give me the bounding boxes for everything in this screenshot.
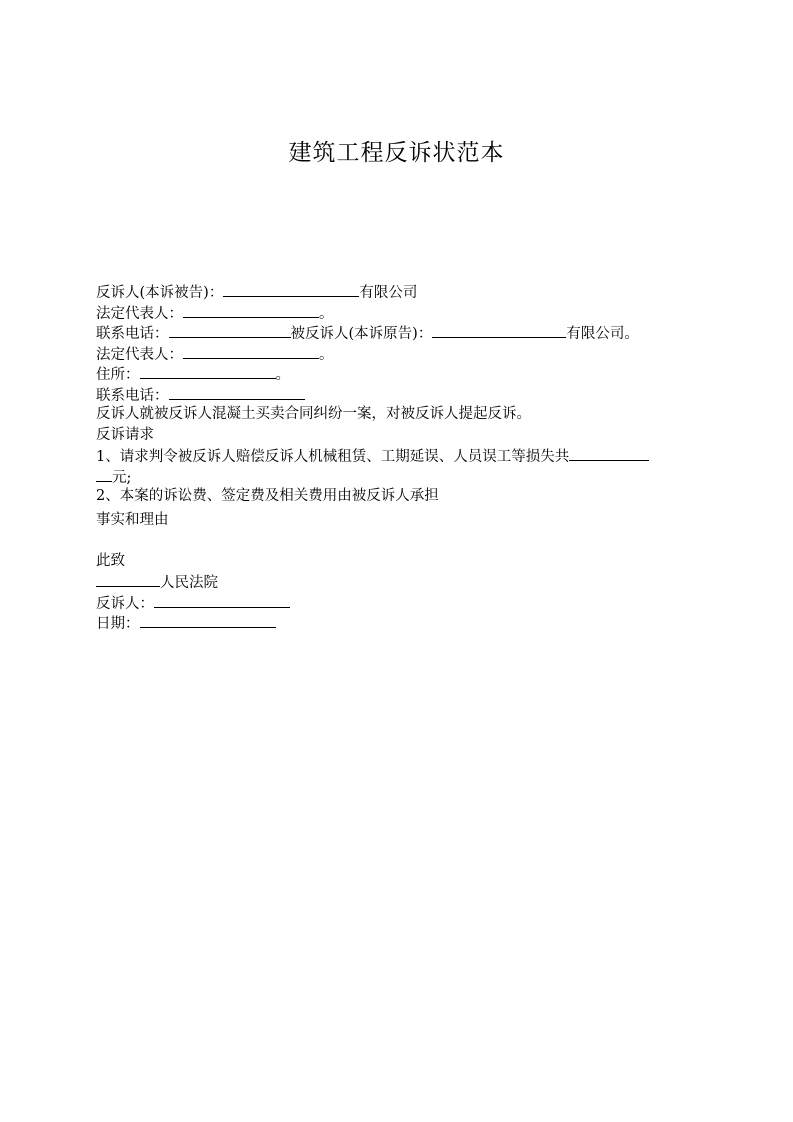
legal-rep-line-1 — [96, 302, 706, 323]
salutation: 此致 — [96, 552, 125, 569]
court-suffix: 人民法院 — [160, 575, 218, 591]
claim-1-amount-blank-cont — [96, 466, 112, 482]
document-title: 建筑工程反诉状范本 — [288, 140, 505, 166]
phone-blank-2 — [169, 384, 305, 400]
spacer — [96, 530, 706, 551]
claim-2-line: 2、本案的诉讼费、签定费及相关费用由被反诉人承担 — [96, 488, 439, 504]
counter-defendant-suffix: 有限公司。 — [566, 326, 639, 342]
legal-rep-blank-1 — [183, 302, 319, 318]
counter-plaintiff-suffix: 有限公司 — [359, 285, 418, 301]
phone-label-1: 联系电话： — [96, 326, 169, 342]
address-blank — [140, 363, 276, 379]
phone-label-2: 联系电话： — [96, 387, 169, 404]
phone-blank-1 — [169, 322, 291, 338]
signer-label: 反诉人： — [96, 595, 154, 612]
address-label: 住所： — [96, 367, 140, 383]
legal-rep-end-2: 。 — [319, 346, 334, 363]
claim-1-line — [96, 445, 706, 466]
claim-1-text: 1、请求判令被反诉人赔偿反诉人机械租赁、工期延误、人员误工等损失共 — [96, 449, 570, 465]
claim-1-unit: 元; — [112, 469, 132, 486]
legal-rep-line-2 — [96, 343, 706, 364]
date-line — [96, 612, 706, 633]
signer-line — [96, 592, 706, 613]
claims-heading: 反诉请求 — [96, 426, 154, 443]
counter-defendant-blank — [432, 322, 566, 338]
address-line — [96, 363, 706, 384]
phone-line-1 — [96, 322, 706, 343]
counter-plaintiff-line — [96, 281, 706, 302]
legal-rep-end-1: 。 — [319, 305, 334, 322]
counter-plaintiff-blank — [223, 281, 359, 297]
legal-rep-label-1: 法定代表人： — [96, 305, 183, 322]
date-label: 日期： — [96, 616, 140, 632]
facts-heading: 事实和理由 — [96, 511, 169, 528]
legal-rep-label-2: 法定代表人： — [96, 346, 183, 363]
claim-1-amount-blank — [569, 445, 649, 461]
counter-defendant-label: 被反诉人(本诉原告)： — [290, 326, 433, 342]
address-end: 。 — [275, 367, 290, 383]
legal-rep-blank-2 — [183, 343, 319, 359]
counter-plaintiff-label: 反诉人(本诉被告)： — [96, 285, 224, 301]
intro-paragraph: 反诉人就被反诉人混凝土买卖合同纠纷一案，对被反诉人提起反诉。 — [96, 406, 531, 422]
signer-blank — [154, 592, 290, 608]
phone-line-2 — [96, 384, 706, 405]
date-blank — [140, 612, 276, 628]
claim-1-continuation — [96, 466, 706, 487]
document-body — [96, 281, 706, 633]
court-blank — [96, 571, 160, 587]
court-line — [96, 571, 706, 592]
